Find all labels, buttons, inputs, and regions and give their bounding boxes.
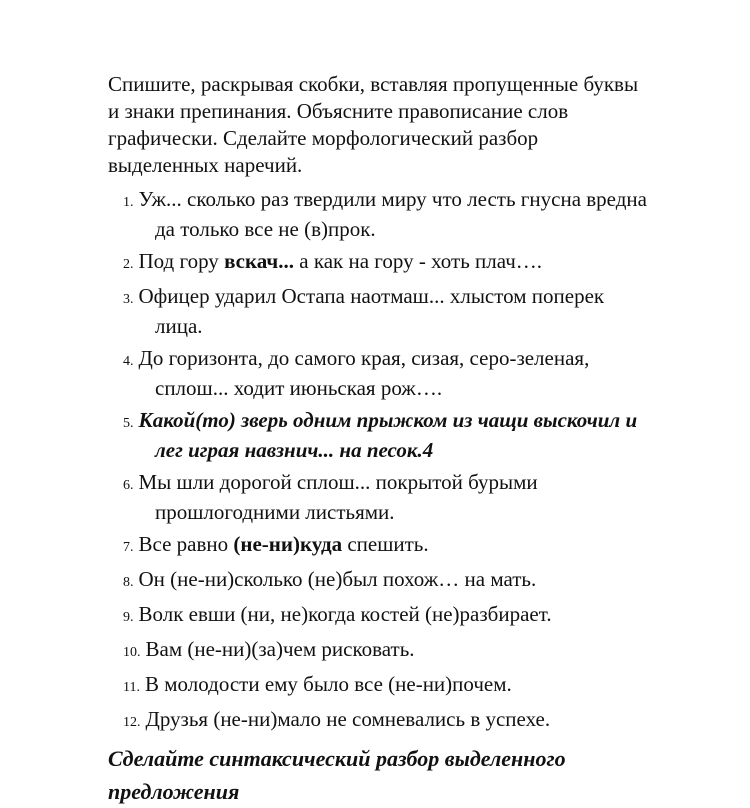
item-line	[155, 437, 692, 464]
item-line	[123, 345, 692, 375]
item-line	[123, 566, 692, 596]
item-text-bold: вскач...	[224, 249, 295, 273]
item-text: а как на гору - хоть плач….	[294, 249, 543, 273]
item-number: 2.	[123, 257, 134, 272]
exercise-list	[108, 186, 692, 736]
item-text: Под гору	[138, 249, 225, 273]
exercise-item	[108, 531, 692, 561]
exercise-item	[108, 636, 692, 666]
item-line	[123, 531, 692, 561]
item-number: 12.	[123, 715, 141, 730]
item-line	[155, 499, 692, 526]
instruction-line: Спишите, раскрывая скобки, вставляя пропущенные буквы	[108, 72, 639, 96]
item-line	[123, 186, 692, 216]
item-text: Друзья (не-ни)мало не сомневались в успехе.	[145, 707, 551, 731]
syntax-task-line: предложения	[108, 779, 240, 804]
item-text: Он (не-ни)сколько (не)был похож… на мать.	[138, 567, 537, 591]
item-line	[123, 601, 692, 631]
exercise-item	[108, 248, 692, 278]
item-number: 4.	[123, 354, 134, 369]
instruction-line: графически. Сделайте морфологический разбор	[108, 126, 539, 150]
instruction-line: и знаки препинания. Объясните правописание слов	[108, 99, 569, 123]
exercise-item	[108, 566, 692, 596]
item-text: прошлогодними листьями.	[155, 500, 395, 524]
item-text: Уж... сколько раз твердили миру что лесть гнусна вредна	[138, 187, 647, 211]
item-number: 7.	[123, 540, 134, 555]
exercise-item	[108, 469, 692, 526]
item-number: 10.	[123, 645, 141, 660]
item-line	[123, 636, 692, 666]
item-number: 1.	[123, 195, 134, 210]
item-text: спешить.	[342, 532, 429, 556]
item-line	[123, 407, 692, 437]
item-number: 5.	[123, 416, 134, 431]
task-instruction	[108, 71, 692, 179]
item-line	[123, 469, 692, 499]
exercise-item	[108, 706, 692, 736]
item-text: сплош... ходит июньская рож….	[155, 376, 443, 400]
item-text: Какой(то) зверь одним прыжком из чащи выскочил и	[138, 408, 638, 432]
item-text: да только все не (в)прок.	[155, 217, 376, 241]
exercise-item	[108, 671, 692, 701]
item-number: 9.	[123, 610, 134, 625]
item-line	[123, 706, 692, 736]
item-number: 11.	[123, 680, 140, 695]
exercise-item	[108, 283, 692, 340]
item-number: 6.	[123, 478, 134, 493]
item-line	[123, 671, 692, 701]
item-line	[155, 313, 692, 340]
item-text: лег играя навзнич... на песок.4	[155, 438, 434, 462]
item-line	[123, 283, 692, 313]
item-line	[123, 248, 692, 278]
item-text: Вам (не-ни)(за)чем рисковать.	[145, 637, 415, 661]
instruction-line: выделенных наречий.	[108, 153, 303, 177]
item-text: Офицер ударил Остапа наотмаш... хлыстом поперек	[138, 284, 605, 308]
exercise-item	[108, 345, 692, 402]
item-line	[155, 375, 692, 402]
syntax-task-instruction	[108, 742, 692, 808]
item-line	[155, 216, 692, 243]
exercise-item	[108, 601, 692, 631]
exercise-item	[108, 186, 692, 243]
item-text: Мы шли дорогой сплош... покрытой бурыми	[138, 470, 538, 494]
item-number: 3.	[123, 292, 134, 307]
item-text: Волк евши (ни, не)когда костей (не)разбирает.	[138, 602, 552, 626]
syntax-task-line: Сделайте синтаксический разбор выделенного	[108, 746, 566, 771]
item-text-bold: (не-ни)куда	[233, 532, 343, 556]
item-number: 8.	[123, 575, 134, 590]
item-text: До горизонта, до самого края, сизая, серо-зеленая,	[138, 346, 590, 370]
item-text: Все равно	[138, 532, 234, 556]
item-text: В молодости ему было все (не-ни)почем.	[144, 672, 512, 696]
item-text: лица.	[155, 314, 203, 338]
exercise-item-highlighted	[108, 407, 692, 464]
